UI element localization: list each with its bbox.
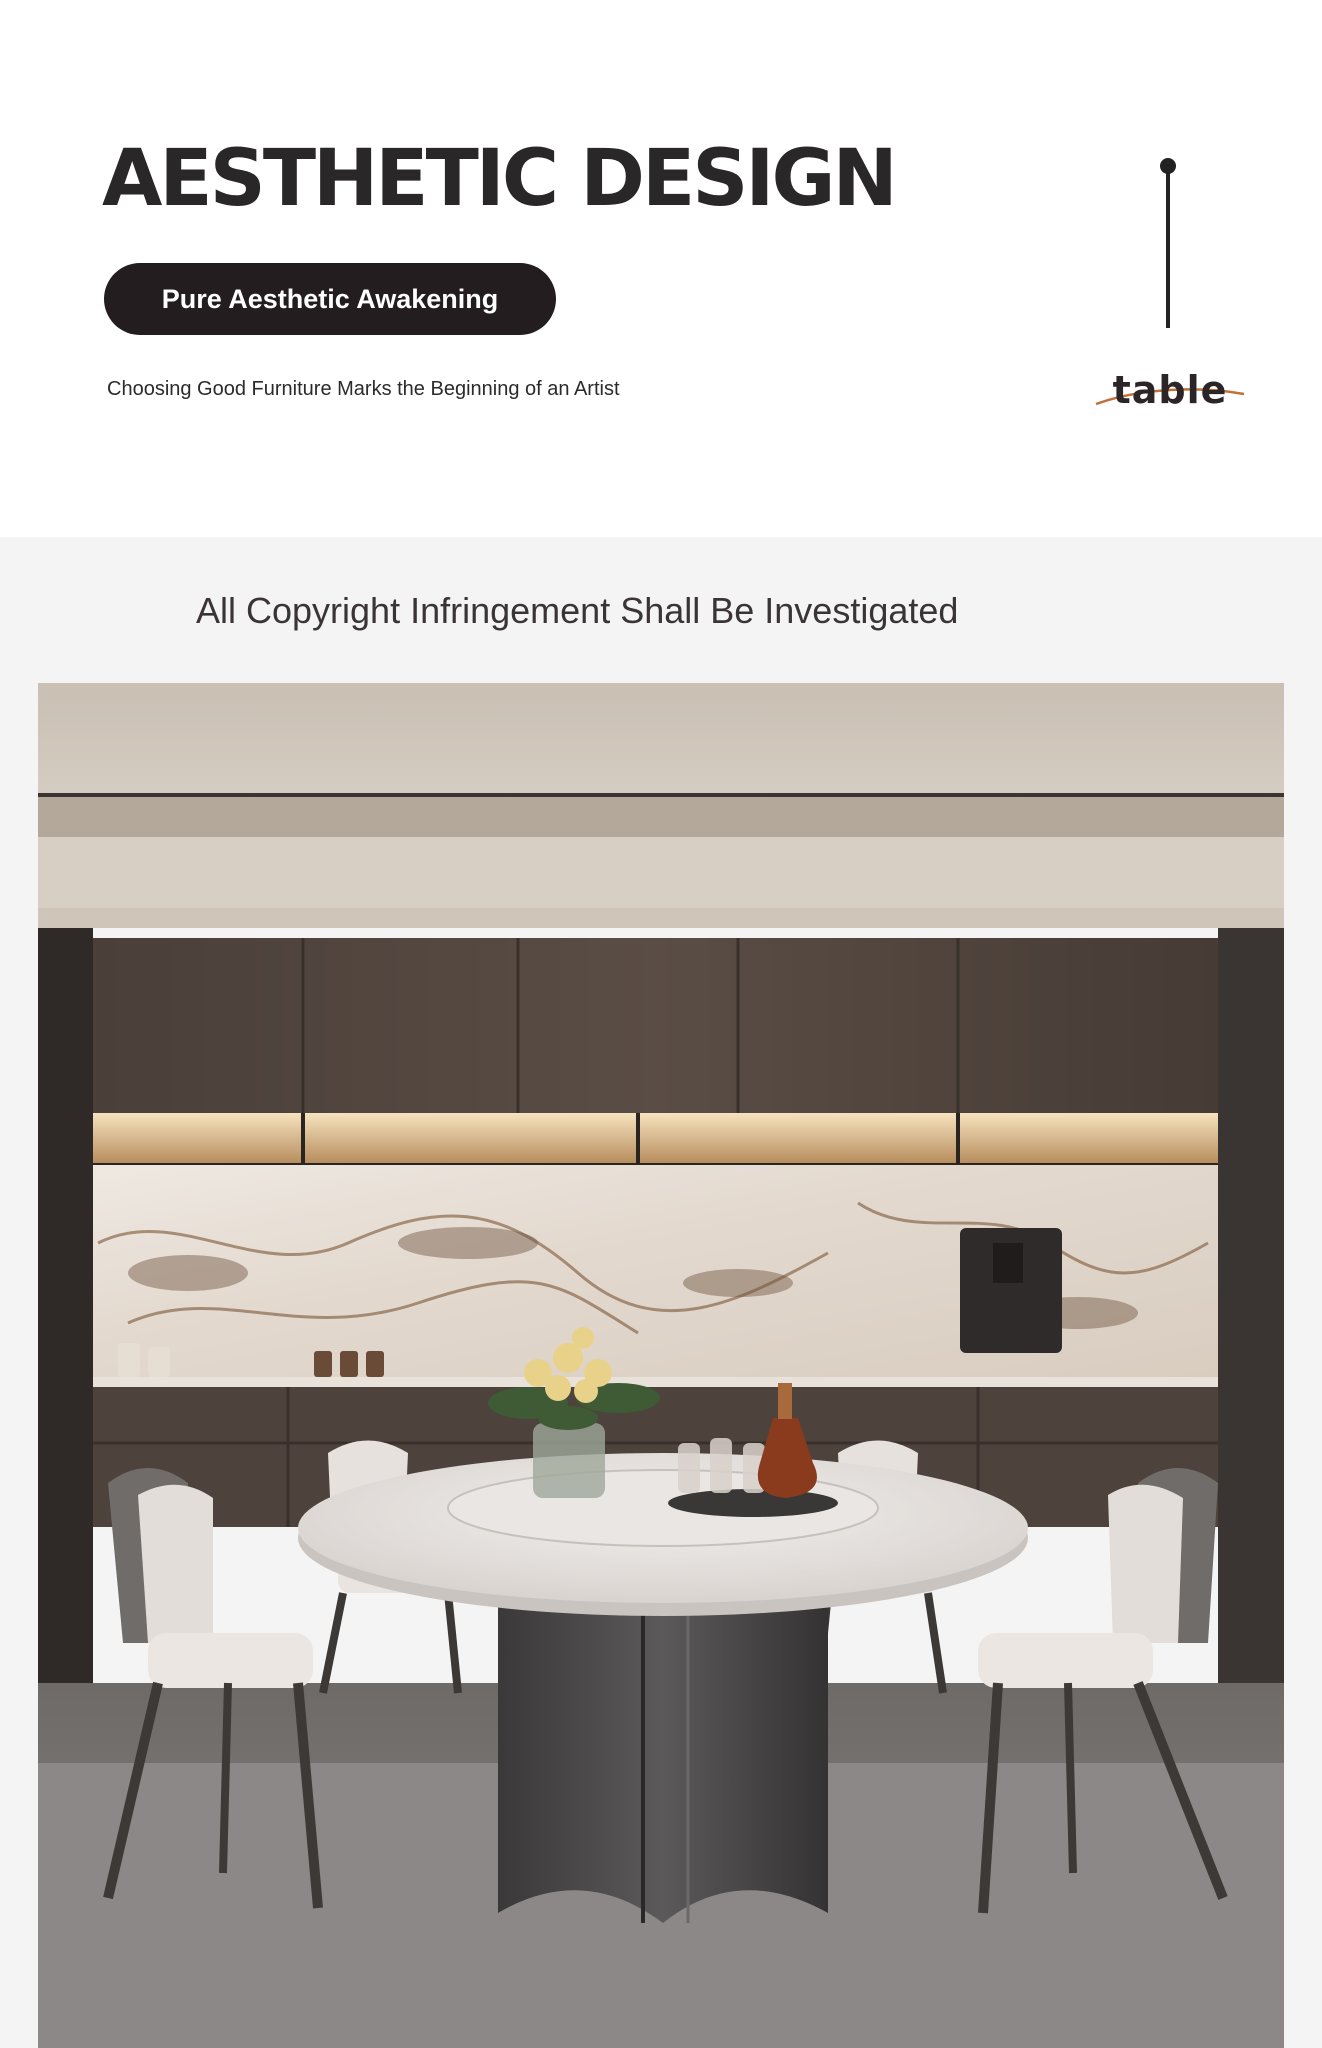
- header-section: [0, 0, 1322, 537]
- tagline-pill-label: Pure Aesthetic Awakening: [161, 283, 499, 314]
- page-subtitle: Choosing Good Furniture Marks the Beginning of an Artist: [107, 378, 620, 400]
- logo-word: table: [1112, 368, 1228, 412]
- copyright-notice: All Copyright Infringement Shall Be Investigated: [196, 590, 959, 631]
- tagline-pill: [104, 263, 556, 335]
- brand-logo: [1090, 150, 1250, 430]
- dining-room-illustration: [38, 683, 1284, 2048]
- product-photo: [38, 683, 1284, 2048]
- page-title: AESTHETIC DESIGN: [102, 134, 895, 224]
- logo-line: [1166, 172, 1170, 328]
